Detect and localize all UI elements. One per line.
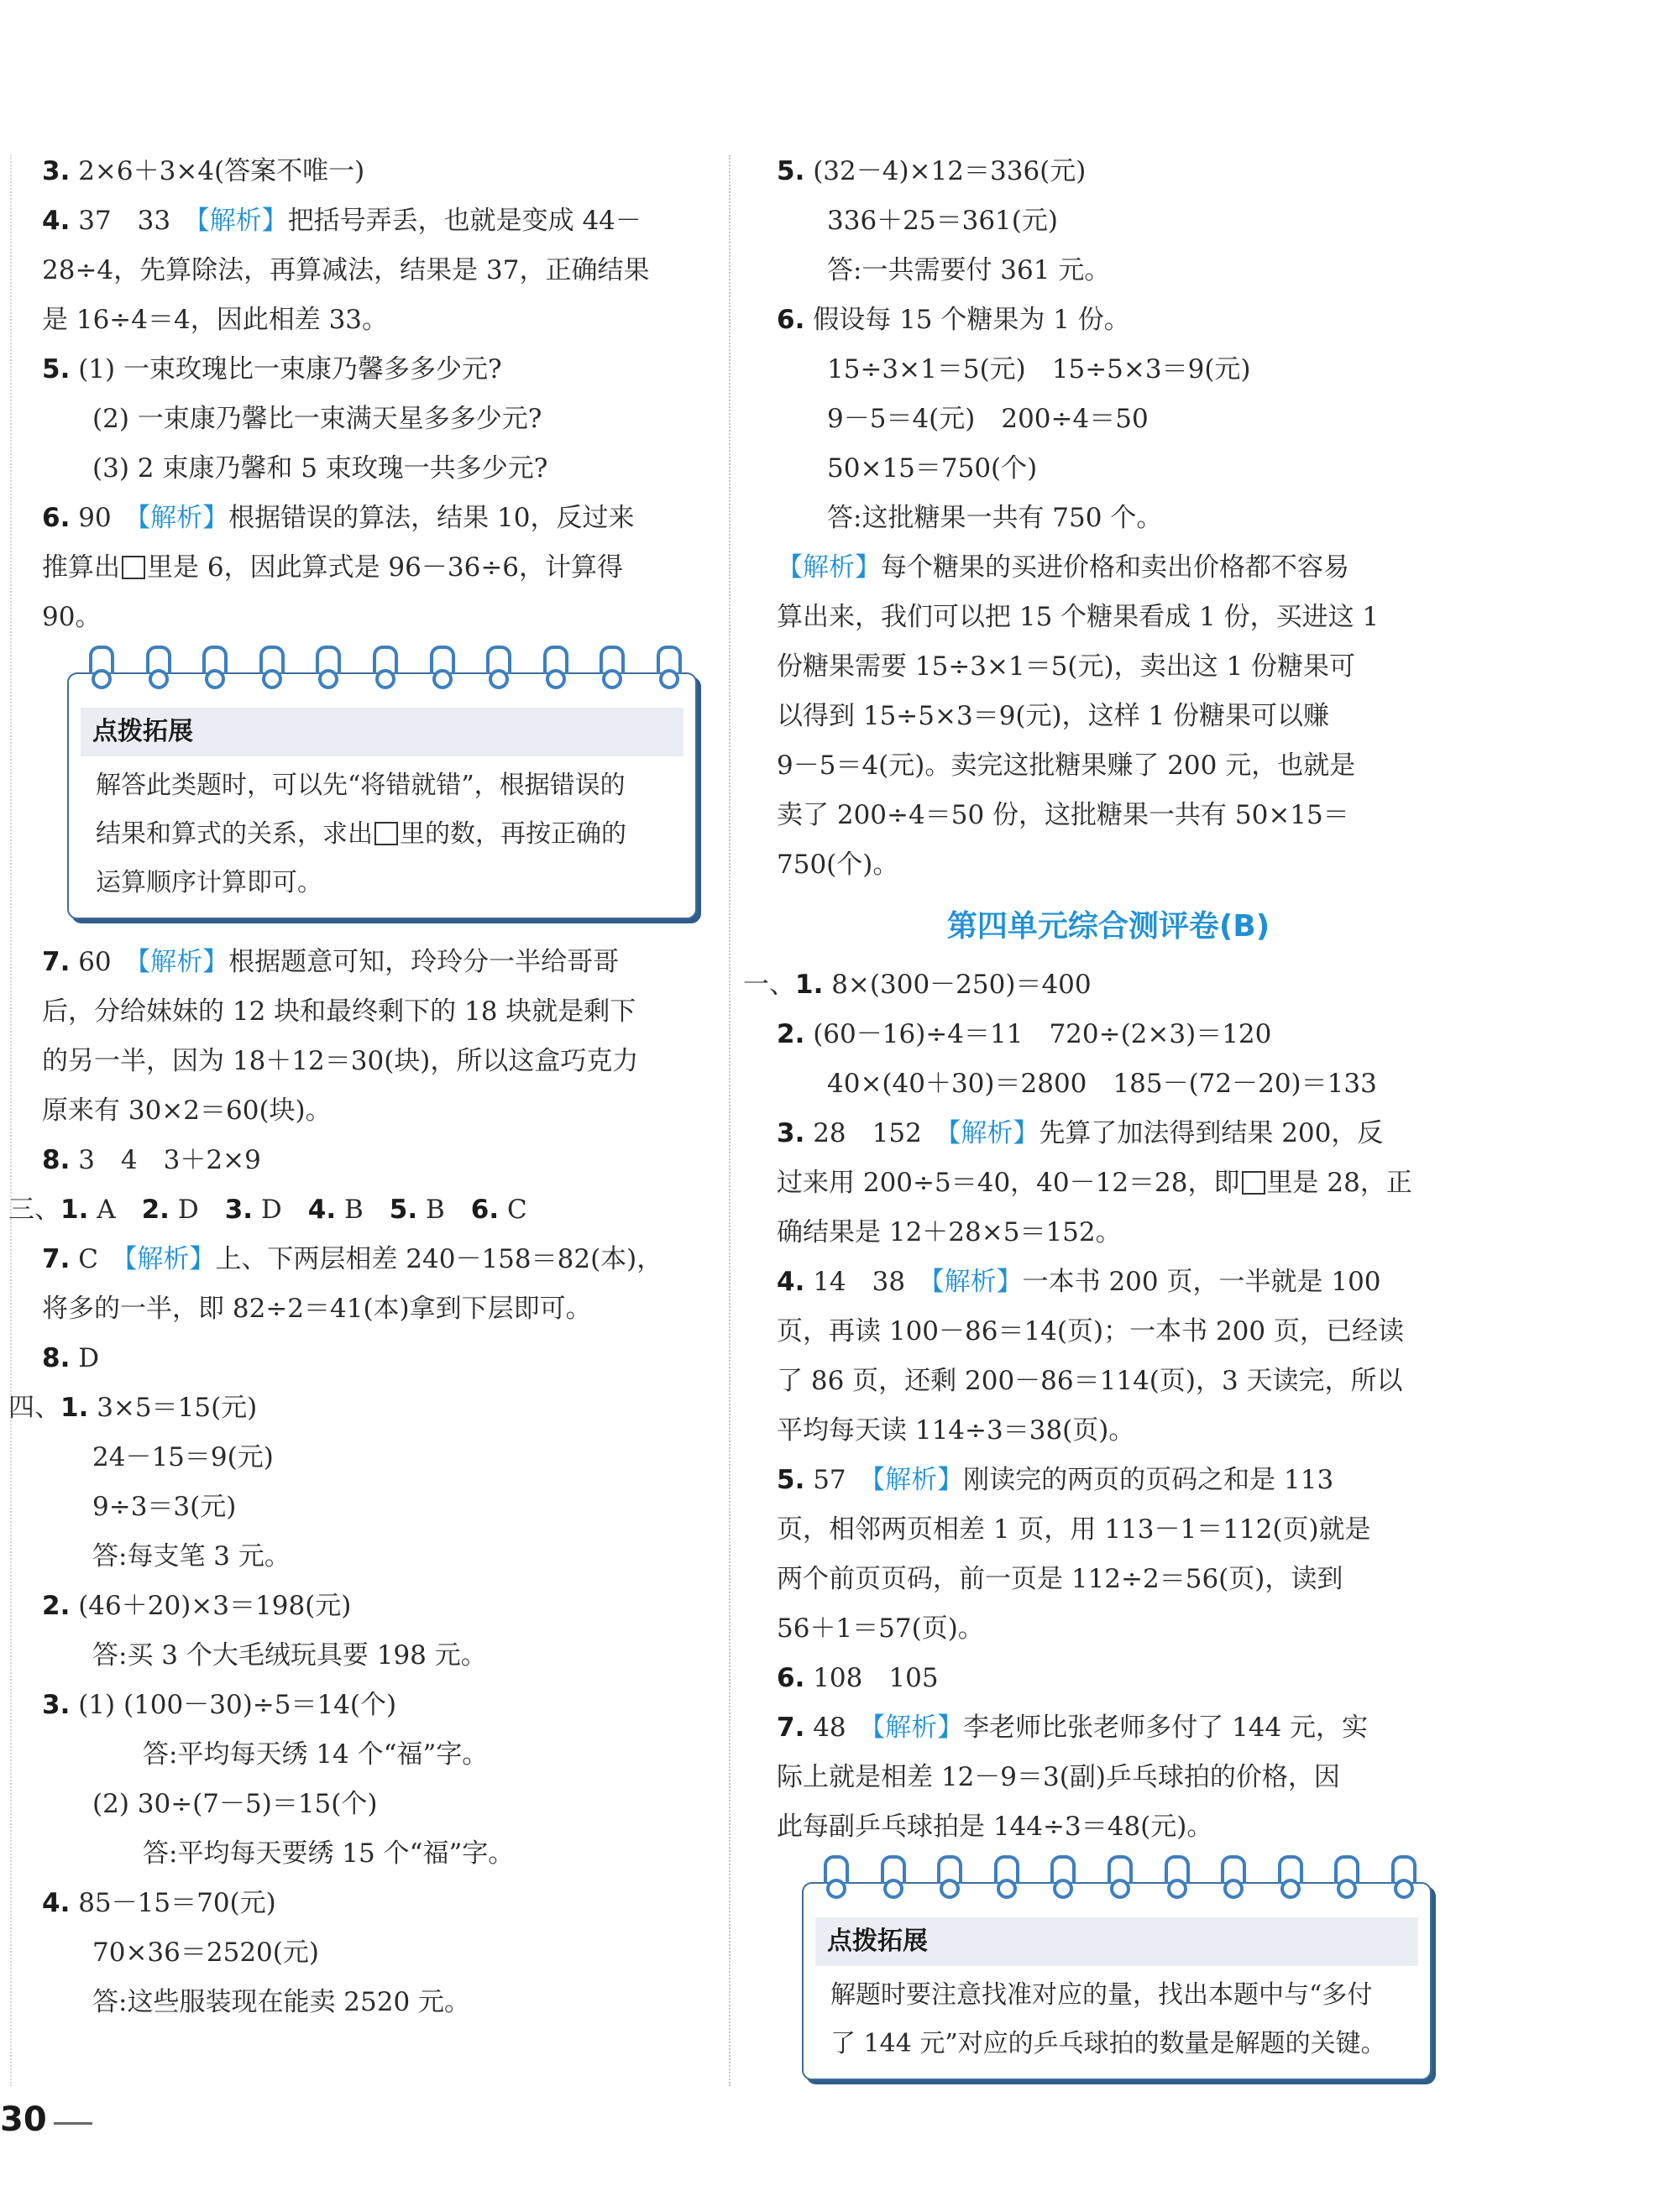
- text-line: 40×(40＋30)＝2800 185－(72－20)＝133: [827, 1069, 1377, 1099]
- answer-4-3: 3. (1) (100－30)÷5＝14(个): [42, 1690, 397, 1720]
- text-line: 15÷3×1＝5(元) 15÷5×3＝9(元): [827, 354, 1251, 384]
- text-line: 推算出 里是 6，因此算式是 96－36÷6，计算得: [42, 552, 624, 583]
- ring-icon: [538, 646, 567, 693]
- analysis-tag: 【解析】: [137, 947, 229, 977]
- text-line: 答:每支笔 3 元。: [92, 1541, 291, 1571]
- answer-4-4: 4. 85－15＝70(元): [42, 1888, 276, 1918]
- blank-box-icon: [122, 556, 145, 579]
- blank-box-icon: [374, 822, 398, 845]
- answer-6: 6. 假设每 15 个糖果为 1 份。: [777, 305, 1130, 335]
- text-line: 页，相邻两页相差 1 页，用 113－1＝112(页)就是: [777, 1514, 1371, 1545]
- text-line: 此每副乒乓球拍是 144÷3＝48(元)。: [777, 1812, 1213, 1842]
- analysis-tag: 【解析】: [137, 503, 229, 533]
- ring-icon: [652, 646, 680, 693]
- ring-icon: [254, 646, 283, 693]
- ring-icon: [932, 1855, 961, 1902]
- blank-box-icon: [1242, 1171, 1265, 1195]
- tip-text: 结果和算式的关系，求出 里的数，再按正确的: [96, 819, 626, 849]
- text-line: 9÷3＝3(元): [92, 1492, 237, 1522]
- ring-icon: [1329, 1855, 1358, 1902]
- section-4-answer-1: 四、1. 3×5＝15(元): [8, 1393, 258, 1423]
- text-line: 平均每天读 114÷3＝38(页)。: [777, 1415, 1135, 1446]
- answer-4: 4. 37 33 【解析】把括号弄丢，也就是变成 44－: [42, 206, 641, 236]
- ring-icon: [311, 646, 339, 693]
- text-line: 9－5＝4(元) 200÷4＝50: [827, 404, 1149, 434]
- ring-icon: [1045, 1855, 1074, 1902]
- tip-text: 运算顺序计算即可。: [96, 868, 322, 897]
- text-line: 答:平均每天要绣 15 个“福”字。: [143, 1838, 515, 1869]
- ring-icon: [1216, 1855, 1244, 1902]
- text-line: 算出来，我们可以把 15 个糖果看成 1 份，买进这 1: [777, 602, 1380, 632]
- answer-3: 3. 2×6＋3×4(答案不唯一): [42, 156, 365, 186]
- ring-icon: [1386, 1855, 1415, 1902]
- section-title: 第四单元综合测评卷(B): [946, 909, 1270, 944]
- text-line: 28÷4，先算除法，再算减法，结果是 37，正确结果: [42, 255, 650, 285]
- analysis-tag: 【解析】: [123, 1244, 216, 1274]
- tip-text: 了 144 元”对应的乒乓球拍的数量是解题的关键。: [830, 2029, 1386, 2058]
- margin-guide: [10, 155, 12, 2086]
- answer-8: 8. 3 4 3＋2×9: [42, 1145, 261, 1175]
- text-line: 后，分给妹妹的 12 块和最终剩下的 18 块就是剩下: [42, 996, 636, 1027]
- text-line: 卖了 200÷4＝50 份，这批糖果一共有 50×15＝: [777, 800, 1349, 830]
- section-1-answer-1: 一、1. 8×(300－250)＝400: [743, 970, 1092, 1000]
- answer-4: 4. 14 38 【解析】一本书 200 页，一半就是 100: [777, 1267, 1381, 1297]
- ring-icon: [1160, 1855, 1188, 1902]
- column-divider: [729, 155, 731, 2086]
- ring-icon: [1102, 1855, 1131, 1902]
- ring-icon: [425, 646, 453, 693]
- answer-5b: 5. 57 【解析】刚读完的两页的页码之和是 113: [777, 1465, 1334, 1495]
- ring-icon: [594, 646, 623, 693]
- analysis-line: 【解析】每个糖果的买进价格和卖出价格都不容易: [777, 552, 1349, 583]
- text-line: (2) 30÷(7－5)＝15(个): [92, 1789, 378, 1819]
- answer-3: 3. 28 152 【解析】先算了加法得到结果 200，反: [777, 1118, 1384, 1148]
- answer-2: 2. (60－16)÷4＝11 720÷(2×3)＝120: [777, 1019, 1272, 1049]
- ring-icon: [368, 646, 396, 693]
- text-line: 了 86 页，还剩 200－86＝114(页)，3 天读完，所以: [777, 1366, 1403, 1396]
- analysis-tag: 【解析】: [947, 1118, 1039, 1148]
- ring-icon: [989, 1855, 1018, 1902]
- ring-icon: [141, 646, 170, 693]
- text-line: (2) 一束康乃馨比一束满天星多多少元?: [92, 404, 542, 434]
- tip-box-heading: 点拨拓展: [815, 1917, 1418, 1966]
- tip-box-heading: 点拨拓展: [81, 708, 683, 756]
- left-column: [8, 147, 714, 2027]
- analysis-tag: 【解析】: [777, 552, 881, 583]
- analysis-tag: 【解析】: [872, 1465, 964, 1495]
- spiral-rings: [84, 646, 680, 693]
- ring-icon: [876, 1855, 904, 1902]
- text-line: 确结果是 12＋28×5＝152。: [777, 1217, 1122, 1247]
- answer-7b: 7. 48 【解析】李老师比张老师多付了 144 元，实: [777, 1713, 1369, 1743]
- tip-box: [802, 1882, 1432, 2080]
- text-line: 70×36＝2520(元): [92, 1937, 319, 1968]
- ring-icon: [819, 1855, 847, 1902]
- text-line: (3) 2 束康乃馨和 5 束玫瑰一共多少元?: [92, 453, 548, 484]
- text-line: 原来有 30×2＝60(块)。: [42, 1096, 332, 1126]
- text-line: 答:这些服装现在能卖 2520 元。: [92, 1987, 471, 2017]
- text-line: 两个前页页码，前一页是 112÷2＝56(页)，读到: [777, 1564, 1343, 1594]
- text-line: 份糖果需要 15÷3×1＝5(元)，卖出这 1 份糖果可: [777, 651, 1356, 682]
- text-line: 的另一半，因为 18＋12＝30(块)，所以这盒巧克力: [42, 1046, 639, 1076]
- answer-5: 5. (1) 一束玫瑰比一束康乃馨多多少元?: [42, 354, 502, 384]
- tip-box: [67, 672, 697, 919]
- tip-text: 解答此类题时，可以先“将错就错”，根据错误的: [96, 771, 626, 800]
- right-column: [743, 147, 1440, 2099]
- answer-3-8: 8. D: [42, 1343, 100, 1373]
- text-line: 答:一共需要付 361 元。: [827, 255, 1111, 285]
- text-line: 答:买 3 个大毛绒玩具要 198 元。: [92, 1640, 487, 1671]
- page-number: 30: [0, 2100, 47, 2139]
- text-line: 9－5＝4(元)。卖完这批糖果赚了 200 元，也就是: [777, 750, 1356, 781]
- ring-icon: [84, 646, 113, 693]
- text-line: 页，再读 100－86＝14(页)；一本书 200 页，已经读: [777, 1316, 1404, 1347]
- analysis-tag: 【解析】: [931, 1267, 1023, 1297]
- ring-icon: [197, 646, 226, 693]
- text-line: 际上就是相差 12－9＝3(副)乒乓球拍的价格，因: [777, 1762, 1340, 1792]
- text-line: 56＋1＝57(页)。: [777, 1613, 984, 1644]
- text-line: 以得到 15÷5×3＝9(元)，这样 1 份糖果可以赚: [777, 701, 1330, 731]
- analysis-tag: 【解析】: [196, 206, 288, 236]
- ring-icon: [481, 646, 510, 693]
- text-line: 答:平均每天绣 14 个“福”字。: [143, 1739, 489, 1770]
- ring-icon: [1273, 1855, 1301, 1902]
- text-line: 24－15＝9(元): [92, 1442, 274, 1472]
- answer-5: 5. (32－4)×12＝336(元): [777, 156, 1087, 186]
- answer-3-7: 7. C 【解析】上、下两层相差 240－158＝82(本)，: [42, 1244, 663, 1274]
- section-3-answers: 三、1. A 2. D 3. D 4. B 5. B 6. C: [8, 1195, 527, 1225]
- text-line: 336＋25＝361(元): [827, 206, 1058, 236]
- text-line: 90。: [42, 602, 102, 632]
- tip-text: 解题时要注意找准对应的量，找出本题中与“多付: [830, 1980, 1373, 2010]
- answer-6b: 6. 108 105: [777, 1663, 939, 1693]
- answer-4-2: 2. (46＋20)×3＝198(元): [42, 1591, 352, 1621]
- text-line: 答:这批糖果一共有 750 个。: [827, 503, 1163, 533]
- text-line: 过来用 200÷5＝40，40－12＝28，即 里是 28，正: [777, 1168, 1412, 1198]
- page-number-rule: [54, 2122, 92, 2125]
- text-line: 是 16÷4＝4，因此相差 33。: [42, 305, 389, 335]
- text-line: 将多的一半，即 82÷2＝41(本)拿到下层即可。: [42, 1294, 592, 1324]
- answer-7: 7. 60 【解析】根据题意可知，玲玲分一半给哥哥: [42, 947, 620, 977]
- answer-6: 6. 90 【解析】根据错误的算法，结果 10，反过来: [42, 503, 635, 533]
- text-line: 50×15＝750(个): [827, 453, 1038, 484]
- text-line: 750(个)。: [777, 850, 899, 880]
- analysis-tag: 【解析】: [872, 1713, 964, 1743]
- spiral-rings: [819, 1855, 1415, 1902]
